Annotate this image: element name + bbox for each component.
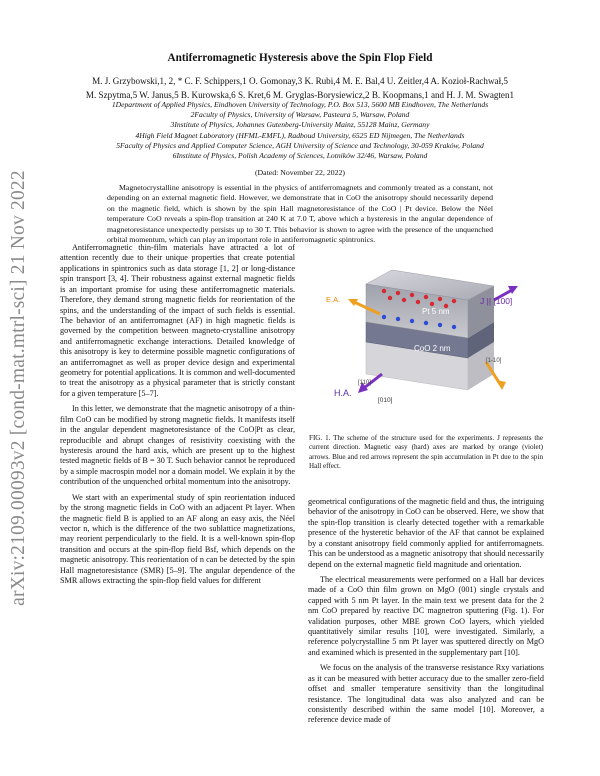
easy-axis-label: E.A. xyxy=(326,295,341,304)
direction-110-label: [110] xyxy=(358,380,371,386)
left-column xyxy=(60,243,295,592)
affiliation: 1Department of Applied Physics, Eindhoven University of Technology, P.O. Box 513, 5600 MB Eindhoven, The Netherlands xyxy=(111,100,489,109)
easy-axis-head xyxy=(496,380,506,390)
paragraph: In this letter, we demonstrate that the magnetic anisotropy of a thin-film CoO can be modified by strong magnetic fields. It manifests itself in the angular dependent magnetoresistance of the CoO|Pt as clear, reproducible and abrupt changes of resistivity coexisting with the hysteresis around the hard axis, which are present up to the highest tested magnetic fields of B = 30 T. Such behavior cannot be reproduced by a simple macrospin model nor a domain model. We explain it by the contribution of the unquenched orbital momentum into the anisotropy. xyxy=(60,404,295,487)
figure-caption: FIG. 1. The scheme of the structure used for the experiments. J represents the current direction. Magnetic easy (hard) axes are marked by orange (violet) arrows. Blue and red arrows represent the spin accumulation in Pt due to the spin Hall effect. xyxy=(309,434,543,470)
hard-axis-label: H.A. xyxy=(334,388,352,398)
affiliation: 3Institute of Physics, Johannes Gutenberg-University Mainz, 55128 Mainz, Germany xyxy=(170,120,430,130)
arxiv-id: arXiv:2109.00093v2 [cond-mat.mtrl-sci] 21 Nov 2022 xyxy=(8,170,29,606)
authors-line-2: M. Szpytma,5 W. Janus,5 B. Kurowska,6 S. Kret,6 M. Gryglas-Borysiewicz,2 B. Koopmans,1 and H. J. M. Swagten1 xyxy=(85,89,515,100)
affiliation: 6Institute of Physics, Polish Academy of Sciences, Lotników 32/46, Warsaw, Poland xyxy=(172,151,428,161)
direction-010-label: [010] xyxy=(378,397,393,404)
paragraph: We start with an experimental study of spin reorientation induced by the strong magnetic fields in CoO with an adjacent Pt layer. When the magnetic field B is applied to an AF along an easy axis, the Néel vector n, which is the difference of the two sublattice magnetizations, may reorient perpendicularly to the field. It is a well-known spin-flop transition and occurs at the spin-flop field Bsf, which depends on the magnetic anisotropy. This reorientation of n can be detected by the spin Hall magnetoresistance (SMR) [5–9]. The angular dependence of the SMR allows extracting the spin-flop field values for different xyxy=(60,492,295,586)
affiliations xyxy=(64,100,536,161)
structure-diagram xyxy=(318,250,540,428)
abstract: Magnetocrystalline anisotropy is essential in the physics of antiferromagnets and commonly treated as a constant, not depending on an external magnetic field. However, we demonstrate that in CoO the anisotropy should necessarily depend on the magnetic field, which is shown by the spin Hall magnetoresistance of the CoO | Pt device. Below the Néel temperature CoO reveals a spin-flop transition at 240 K at 7.0 T, above which a hysteresis in the angular dependence of magnetoresistance unexpectedly persists up to 30 T. This behavior is shown to agree with the presence of the unquenched orbital momentum, which can play an important role in antiferromagnetic spintronics. xyxy=(107,183,493,245)
affiliation: 5Faculty of Physics and Applied Computer Science, AGH University of Science and Technology, 30-059 Kraków, Poland xyxy=(116,140,484,150)
current-label: J || [100] xyxy=(480,296,513,306)
paragraph: The electrical measurements were performed on a Hall bar devices made of a CoO thin film grown on MgO (001) single crystals and capped with 5 nm Pt layer. In the main text we present data for the 2 nm CoO prepared by reactive DC magnetron sputtering (Fig. 1). For validation purposes, other MBE grown CoO layers, which yielded quantitatively similar results [10], were investigated. Similarly, a reference polycrystalline 5 nm Pt layer was sputtered directly on MgO and examined which is presented in the supplementary part [10]. xyxy=(308,574,544,657)
figure-1 xyxy=(318,250,540,428)
direction-1-10-label: [1-10] xyxy=(486,358,502,364)
paragraph: Antiferromagnetic thin-film materials have attracted a lot of attention recently due to their unique properties that create potential applications in spintronics such as data storage [1, 2] or long-distance spin transport [3, 4]. Their robustness against external magnetic fields is an important promise for using these antiferromagnetic materials. Therefore, they demand strong magnetic fields for reorientation of the spins, and the understanding of the impact of such fields is essential. The behavior of an antiferromagnet (AF) in high magnetic fields is governed by the competition between magneto-crystalline anisotropy and antiferromagnetic exchange interactions. Detailed knowledge of this anisotropy is key to determine possible magnetic configurations of an antiferromagnet as well as proper device design and experimental geometry for potential applications. It is common and well-documented to treat the anisotropy as a physical parameter that is strictly constant for a given temperature [5–7]. xyxy=(60,243,295,398)
coo-label: CoO 2 nm xyxy=(414,344,451,353)
right-column xyxy=(308,497,544,731)
affiliation: 4High Field Magnet Laboratory (HFML-EMFL), Radboud University, 6525 ED Nijmegen, The Netherlands xyxy=(135,130,465,140)
author-list xyxy=(64,75,536,102)
authors-line-1: M. J. Grzybowski,1, 2, * C. F. Schippers,1 O. Gomonay,3 K. Rubi,4 M. E. Bal,4 U. Zeitler,4 A. Kozioł-Rachwał,5 xyxy=(92,76,508,86)
date-line: (Dated: November 22, 2022) xyxy=(254,168,346,177)
pt-label: Pt 5 nm xyxy=(422,307,450,316)
paper-title: Antiferromagnetic Hysteresis above the Spin Flop Field xyxy=(167,52,433,64)
arxiv-sidebar xyxy=(4,170,34,606)
affiliation: 2Faculty of Physics, University of Warsaw, Pasteura 5, Warsaw, Poland xyxy=(190,110,410,120)
paragraph: We focus on the analysis of the transverse resistance Rxy variations as it can be measured with better accuracy due to the smaller zero-field offset and smaller temperature sensitivity than the longitudinal resistance. The longitudinal data was also analyzed and can be consistently described within the same model [10]. Moreover, a reference device made of xyxy=(308,663,544,725)
paragraph: geometrical configurations of the magnetic field and thus, the intriguing behavior of the anisotropy in CoO can be observed. Here, we show that the spin-flop transition is clearly detected together with a remarkable presence of the hysteretic behavior of the AF that cannot be explained by a constant anisotropy field commonly applied for antiferromagnets. This can be understood as a magnetic anisotropy that should necessarily depend on the external magnetic field magnitude and orientation. xyxy=(308,497,545,569)
